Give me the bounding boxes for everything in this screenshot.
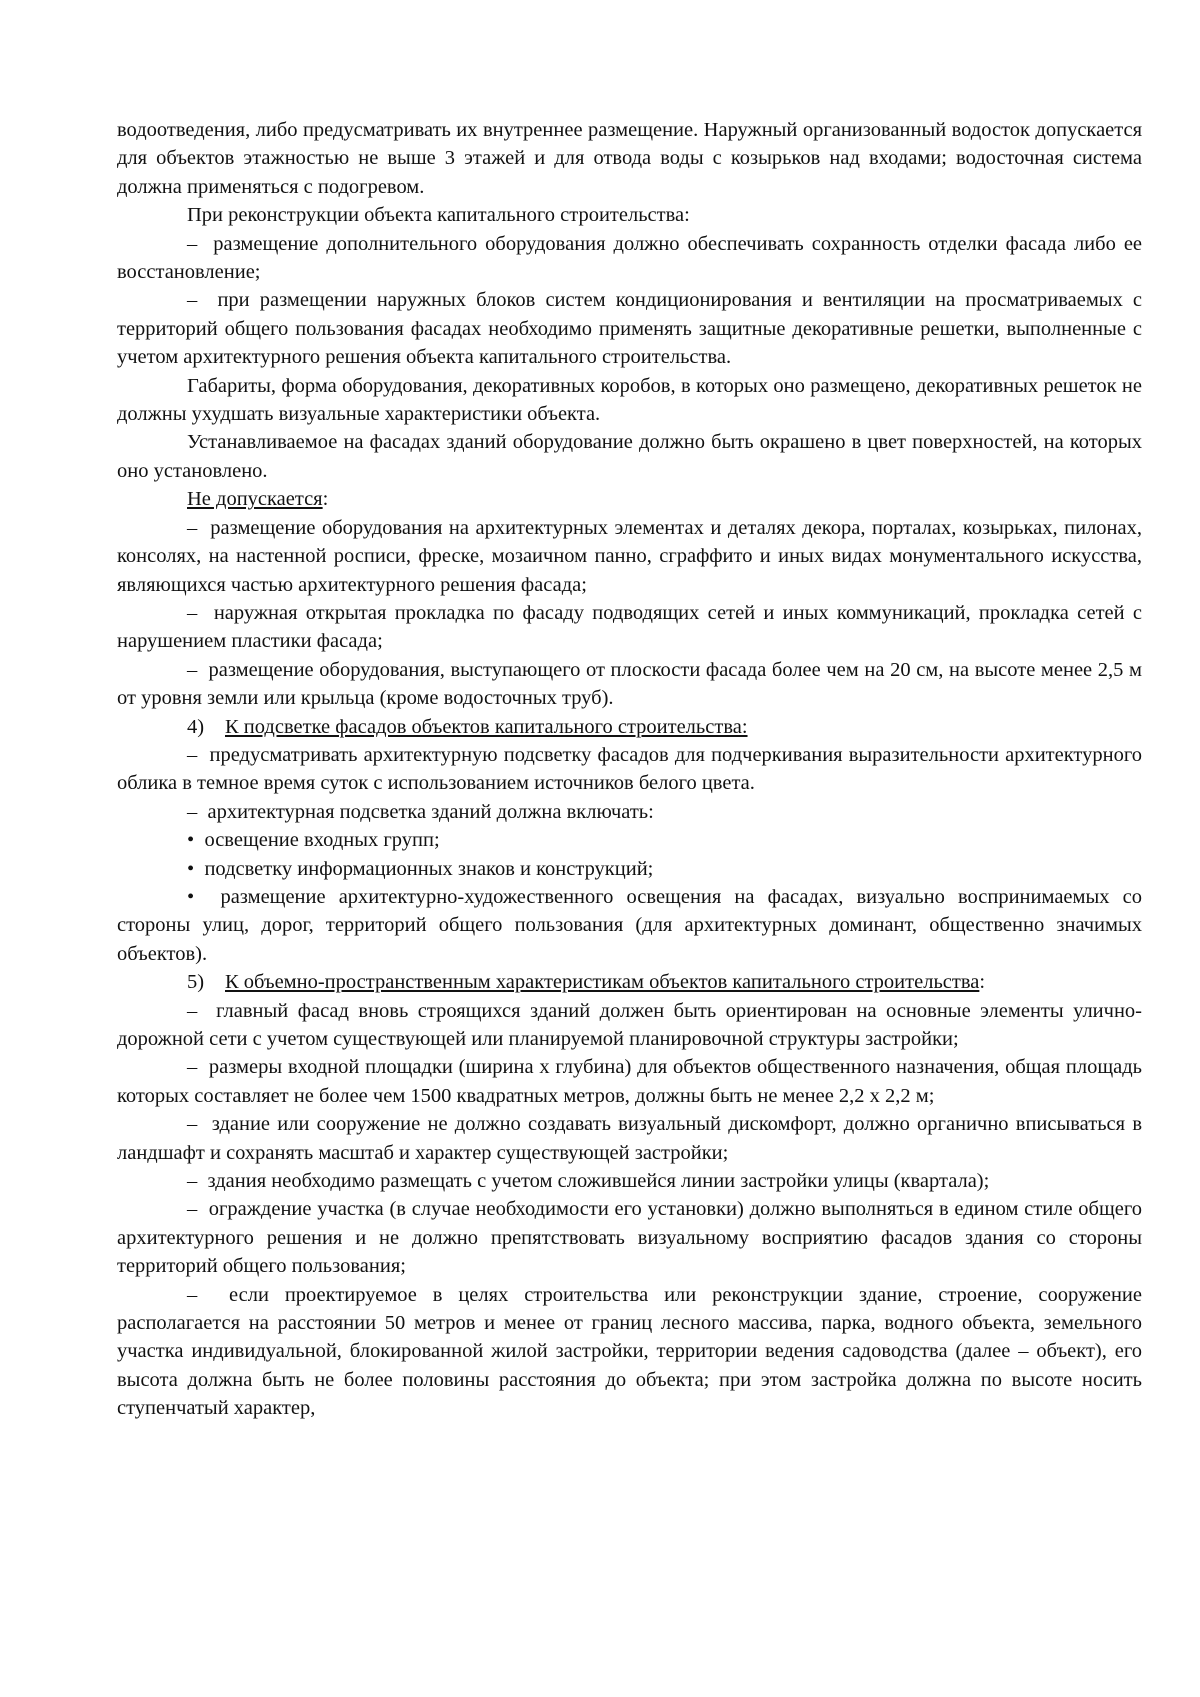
list-item-text: при размещении наружных блоков систем кондиционирования и вентиляции на просматриваемых с территорий общего пользования фасадах необходимо применять защитные декоративные решетки, выполненные с учетом архитектурного решения объекта капитального строительства. — [117, 289, 1143, 369]
list-item-text: ограждение участка (в случае необходимости его установки) должно выполняться в едином стиле общего архитектурного решения и не должно препятствовать визуальному восприятию фасадов здания со стороны территорий общего пользования; — [117, 1198, 1143, 1278]
dash-list-item — [117, 798, 1142, 826]
list-item-text: размещение дополнительного оборудования должно обеспечивать сохранность отделки фасада либо ее восстановление; — [117, 232, 1143, 284]
section-heading-suffix: : — [979, 971, 986, 994]
dash-marker: – — [187, 999, 198, 1022]
dash-list-item — [117, 1167, 1142, 1195]
list-item-text: освещение входных групп; — [204, 829, 440, 852]
bullet-list-item — [117, 883, 1142, 968]
dash-marker: – — [187, 743, 198, 766]
dash-list-item — [117, 514, 1142, 599]
subheading-text: Не допускается — [187, 488, 323, 511]
list-item-text: наружная открытая прокладка по фасаду подводящих сетей и иных коммуникаций, прокладка сетей с нарушением пластики фасада; — [117, 601, 1142, 653]
dash-marker: – — [187, 1056, 198, 1079]
section-number: 4) — [187, 715, 205, 738]
dash-marker: – — [187, 800, 198, 823]
dash-list-item — [117, 1053, 1142, 1110]
dash-marker: – — [187, 658, 198, 681]
dash-marker: – — [187, 289, 198, 312]
paragraph-text: водоотведения, либо предусматривать их внутреннее размещение. Наружный организованный водосток допускается для объектов этажностью не выше 3 этажей и для отвода воды с козырьков над входами; водосточная система должна применяться с подогревом. — [117, 119, 1142, 198]
list-item-text: здание или сооружение не должно создавать визуальный дискомфорт, должно органично вписываться в ландшафт и сохранять масштаб и характер существующей застройки; — [117, 1113, 1142, 1164]
dash-marker: – — [187, 1198, 198, 1221]
subheading-suffix: : — [322, 488, 329, 511]
dash-marker: – — [187, 601, 198, 624]
list-item-text: если проектируемое в целях строительства или реконструкции здание, строение, сооружение располагается на расстоянии 50 метров и менее от границ лесного массива, парка, водного объекта, земельного участка индивидуальной, блокированной жилой застройки, территории ведения садоводства (далее – объект), его высота должна быть не более половины расстояния до объекта; при этом застройка должна по высоте носить ступенчатый характер, — [117, 1283, 1143, 1420]
dash-list-item — [117, 1281, 1142, 1423]
list-item-text: архитектурная подсветка зданий должна включать: — [207, 800, 654, 823]
numbered-section-heading — [117, 713, 1142, 741]
dash-list-item — [117, 1110, 1142, 1167]
list-item-text: размещение оборудования, выступающего от плоскости фасада более чем на 20 см, на высоте менее 2,5 м от уровня земли или крыльца (кроме водосточных труб). — [117, 658, 1142, 710]
numbered-section-heading — [117, 968, 1142, 996]
dash-list-item — [117, 599, 1142, 656]
body-paragraph — [117, 372, 1142, 429]
bullet-list-item — [117, 855, 1142, 883]
dash-marker: – — [187, 1113, 198, 1136]
bullet-marker: • — [187, 885, 195, 908]
list-item-text: размеры входной площадки (ширина х глубина) для объектов общественного назначения, общая площадь которых составляет не более чем 1500 квадратных метров, должны быть не менее 2,2 х 2,2 м; — [117, 1056, 1142, 1107]
dash-list-item — [117, 1195, 1142, 1280]
dash-marker: – — [187, 1283, 198, 1306]
dash-marker: – — [187, 516, 198, 539]
section-heading-text: К подсветке фасадов объектов капитального строительства: — [225, 715, 748, 738]
list-item-text: размещение архитектурно-художественного освещения на фасадах, визуально воспринимаемых со стороны улиц, дорог, территорий общего пользования (для архитектурных доминант, общественно значимых объектов). — [117, 885, 1142, 965]
body-paragraph — [117, 428, 1142, 485]
bullet-list-item — [117, 826, 1142, 854]
dash-list-item — [117, 230, 1142, 287]
bullet-marker: • — [187, 857, 195, 880]
bullet-marker: • — [187, 829, 195, 852]
dash-list-item — [117, 997, 1142, 1054]
document-page — [117, 116, 1142, 1423]
paragraph-text: Габариты, форма оборудования, декоративных коробов, в которых оно размещено, декоративных решеток не должны ухудшать визуальные характеристики объекта. — [117, 374, 1142, 426]
section-number: 5) — [187, 971, 205, 994]
list-item-text: предусматривать архитектурную подсветку фасадов для подчеркивания выразительности архитектурного облика в темное время суток с использованием источников белого цвета. — [117, 743, 1142, 795]
dash-marker: – — [187, 1170, 198, 1193]
list-item-text: главный фасад вновь строящихся зданий должен быть ориентирован на основные элементы улично-дорожной сети с учетом существующей или планируемой планировочной структуры застройки; — [117, 999, 1142, 1050]
body-paragraph — [117, 201, 1142, 229]
body-paragraph — [117, 116, 1142, 201]
section-subheading — [117, 485, 1142, 513]
dash-list-item — [117, 741, 1142, 798]
paragraph-text: При реконструкции объекта капитального строительства: — [187, 204, 690, 227]
dash-list-item — [117, 656, 1142, 713]
dash-list-item — [117, 286, 1142, 371]
list-item-text: подсветку информационных знаков и конструкций; — [204, 857, 654, 880]
section-heading-text: К объемно-пространственным характеристикам объектов капитального строительства — [225, 971, 980, 994]
list-item-text: здания необходимо размещать с учетом сложившейся линии застройки улицы (квартала); — [207, 1170, 990, 1193]
paragraph-text: Устанавливаемое на фасадах зданий оборудование должно быть окрашено в цвет поверхностей, на которых оно установлено. — [117, 431, 1142, 482]
list-item-text: размещение оборудования на архитектурных элементах и деталях декора, порталах, козырьках, пилонах, консолях, на настенной росписи, фреске, мозаичном панно, сграффито и иных видах монументального искусства, являющихся частью архитектурного решения фасада; — [117, 516, 1142, 596]
dash-marker: – — [187, 232, 198, 255]
